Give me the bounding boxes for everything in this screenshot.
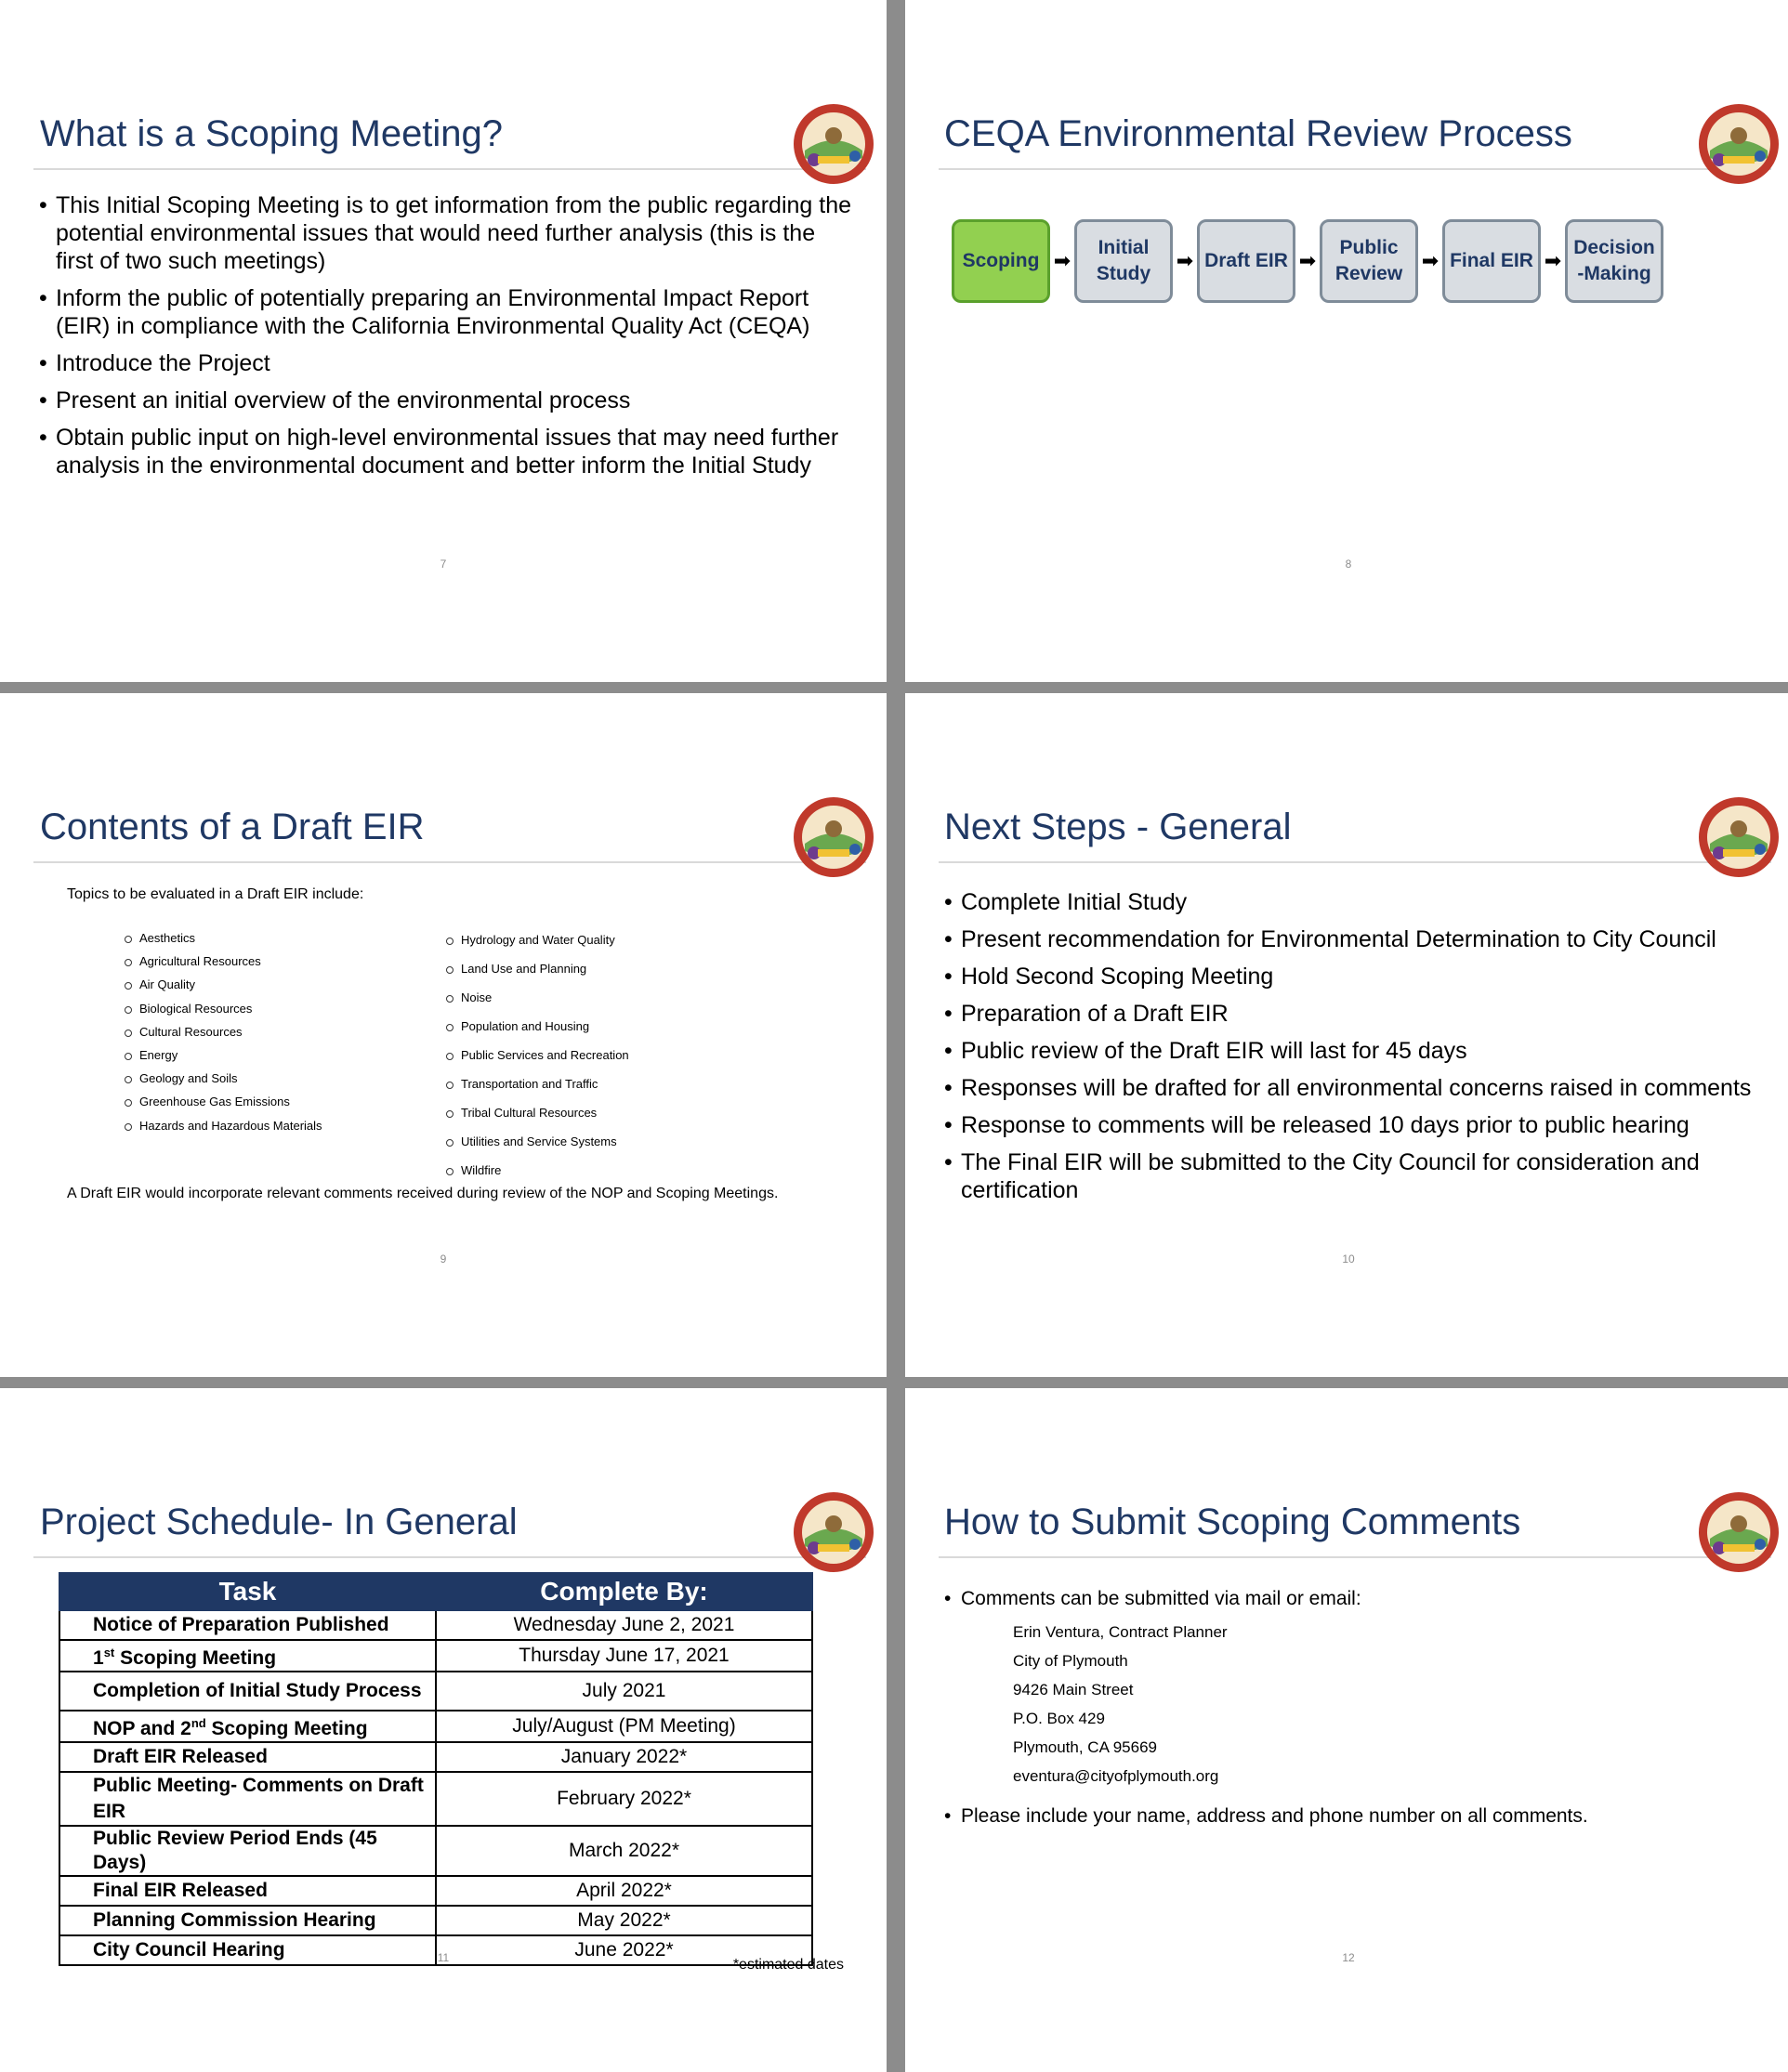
address-line: 9426 Main Street	[1013, 1681, 1134, 1698]
right-arrow-icon: ➡	[1298, 249, 1317, 272]
date-cell: January 2022*	[436, 1742, 812, 1772]
list-item: • Complete Initial Study	[944, 888, 1771, 916]
slide-title: Project Schedule- In General	[40, 1502, 518, 1542]
list-item: Wildfire	[444, 1161, 629, 1190]
city-seal-icon	[792, 102, 875, 186]
step-final-eir: Final EIR	[1442, 219, 1541, 303]
page-number: 12	[1342, 1951, 1355, 1964]
right-arrow-icon: ➡	[1544, 249, 1562, 272]
task-cell: Completion of Initial Study Process	[59, 1672, 436, 1711]
date-cell: May 2022*	[436, 1906, 812, 1935]
address-line: City of Plymouth	[1013, 1652, 1128, 1670]
list-item: • This Initial Scoping Meeting is to get information from the public regarding the potential environmental issues that would need further analysis (this is the first of two such meetings)	[39, 191, 857, 275]
task-text: 1	[93, 1647, 104, 1669]
task-cell	[59, 1711, 436, 1742]
topics-intro: Topics to be evaluated in a Draft EIR include:	[67, 886, 364, 902]
list-item: Transportation and Traffic	[444, 1075, 629, 1104]
list-item: • Public review of the Draft EIR will last for 45 days	[944, 1037, 1771, 1065]
address-line: P.O. Box 429	[1013, 1710, 1105, 1727]
list-item: • Comments can be submitted via mail or email:	[944, 1585, 1762, 1613]
title-divider	[33, 1556, 866, 1558]
task-cell	[59, 1640, 436, 1672]
bullet-list	[944, 1585, 1762, 1622]
city-seal-icon	[1697, 102, 1781, 186]
list-item: • Responses will be drafted for all environmental concerns raised in comments	[944, 1074, 1771, 1102]
list-item: • Please include your name, address and phone number on all comments.	[944, 1803, 1762, 1830]
task-cell: Planning Commission Hearing	[59, 1906, 436, 1935]
topics-outro: A Draft EIR would incorporate relevant comments received during review of the NOP and Scoping Meetings.	[67, 1186, 779, 1201]
address-line: Plymouth, CA 95669	[1013, 1738, 1157, 1756]
list-item: • Present an initial overview of the environmental process	[39, 387, 857, 414]
mailing-address	[1013, 1622, 1228, 1795]
step-draft-eir: Draft EIR	[1197, 219, 1295, 303]
date-cell: Thursday June 17, 2021	[436, 1640, 812, 1672]
task-cell: Draft EIR Released	[59, 1742, 436, 1772]
slide-7	[0, 0, 887, 682]
estimated-dates-note: *estimated dates	[732, 1957, 844, 1973]
title-divider	[939, 168, 1771, 170]
email-address: eventura@cityofplymouth.org	[1013, 1767, 1219, 1785]
list-item: • Inform the public of potentially preparing an Environmental Impact Report (EIR) in compliance with the California Environmental Quality Act (CEQA)	[39, 284, 857, 340]
topics-list-right	[444, 931, 629, 1190]
list-item: Air Quality	[123, 976, 322, 999]
task-text: Scoping Meeting	[114, 1647, 277, 1669]
bullet-list	[944, 1803, 1762, 1840]
address-line: Erin Ventura, Contract Planner	[1013, 1623, 1228, 1641]
table-row	[59, 1711, 812, 1742]
slide-title: CEQA Environmental Review Process	[944, 113, 1572, 154]
city-seal-icon	[792, 1490, 875, 1574]
right-arrow-icon: ➡	[1176, 249, 1194, 272]
table-row	[59, 1876, 812, 1906]
topics-list-left	[123, 929, 322, 1140]
table-row	[59, 1742, 812, 1772]
step-scoping: Scoping	[952, 219, 1050, 303]
date-cell: June 2022*	[436, 1935, 812, 1965]
slide-title: How to Submit Scoping Comments	[944, 1502, 1521, 1542]
list-item: • Obtain public input on high-level environmental issues that may need further analysis in the environmental document and better inform the Initial Study	[39, 424, 857, 479]
process-flow	[952, 219, 1663, 303]
list-item: Noise	[444, 989, 629, 1017]
list-item: Energy	[123, 1046, 322, 1069]
list-item: Tribal Cultural Resources	[444, 1104, 629, 1133]
bullet-list	[39, 191, 857, 489]
list-item: • Preparation of a Draft EIR	[944, 1000, 1771, 1028]
city-seal-icon	[792, 795, 875, 879]
step-decision-making: Decision -Making	[1565, 219, 1663, 303]
date-cell: February 2022*	[436, 1772, 812, 1826]
column-header-complete-by: Complete By:	[436, 1573, 812, 1610]
slide-title: Contents of a Draft EIR	[40, 807, 425, 847]
slide-title: What is a Scoping Meeting?	[40, 113, 504, 154]
list-item: Hydrology and Water Quality	[444, 931, 629, 960]
list-item: Utilities and Service Systems	[444, 1133, 629, 1161]
title-divider	[33, 168, 866, 170]
slide-10	[905, 693, 1788, 1377]
slide-12	[905, 1388, 1788, 2072]
date-cell: July 2021	[436, 1672, 812, 1711]
list-item: • Present recommendation for Environmental Determination to City Council	[944, 925, 1771, 953]
date-cell: Wednesday June 2, 2021	[436, 1610, 812, 1640]
slide-11	[0, 1388, 887, 2072]
page-number: 11	[437, 1951, 450, 1964]
column-header-task: Task	[59, 1573, 436, 1610]
task-cell: Public Meeting- Comments on Draft EIR	[59, 1772, 436, 1826]
list-item: • Introduce the Project	[39, 349, 857, 377]
task-cell: Notice of Preparation Published	[59, 1610, 436, 1640]
task-text: Scoping Meeting	[205, 1718, 368, 1739]
bullet-list	[944, 888, 1771, 1213]
list-item: Biological Resources	[123, 1000, 322, 1023]
city-seal-icon	[1697, 795, 1781, 879]
table-row	[59, 1672, 812, 1711]
list-item: Population and Housing	[444, 1017, 629, 1046]
list-item: • Hold Second Scoping Meeting	[944, 963, 1771, 990]
page-number: 7	[440, 557, 447, 570]
list-item: • The Final EIR will be submitted to the City Council for consideration and certification	[944, 1148, 1771, 1204]
task-cell: Public Review Period Ends (45 Days)	[59, 1826, 436, 1876]
right-arrow-icon: ➡	[1053, 249, 1071, 272]
city-seal-icon	[1697, 1490, 1781, 1574]
list-item: Hazards and Hazardous Materials	[123, 1117, 322, 1140]
slide-9	[0, 693, 887, 1377]
ordinal-suffix: st	[103, 1646, 115, 1659]
task-cell: Final EIR Released	[59, 1876, 436, 1906]
table-row	[59, 1610, 812, 1640]
list-item: Public Services and Recreation	[444, 1046, 629, 1075]
table-row	[59, 1640, 812, 1672]
list-item: Aesthetics	[123, 929, 322, 952]
task-cell: City Council Hearing	[59, 1935, 436, 1965]
page-number: 10	[1342, 1252, 1355, 1265]
step-public-review: Public Review	[1320, 219, 1418, 303]
list-item: • Response to comments will be released 10 days prior to public hearing	[944, 1111, 1771, 1139]
task-text: NOP and 2	[93, 1718, 191, 1739]
list-item: Greenhouse Gas Emissions	[123, 1093, 322, 1116]
step-initial-study: Initial Study	[1074, 219, 1173, 303]
list-item: Agricultural Resources	[123, 952, 322, 976]
page-number: 8	[1345, 557, 1352, 570]
table-row	[59, 1826, 812, 1876]
list-item: Cultural Resources	[123, 1023, 322, 1046]
table-row	[59, 1906, 812, 1935]
page-number: 9	[440, 1252, 447, 1265]
slide-8	[905, 0, 1788, 682]
table-header-row	[59, 1573, 812, 1610]
right-arrow-icon: ➡	[1421, 249, 1440, 272]
date-cell: March 2022*	[436, 1826, 812, 1876]
list-item: Land Use and Planning	[444, 960, 629, 989]
slide-title: Next Steps - General	[944, 807, 1292, 847]
date-cell: April 2022*	[436, 1876, 812, 1906]
title-divider	[939, 861, 1771, 863]
title-divider	[33, 861, 866, 863]
ordinal-suffix: nd	[191, 1716, 206, 1730]
title-divider	[939, 1556, 1771, 1558]
table-row	[59, 1772, 812, 1826]
date-cell: July/August (PM Meeting)	[436, 1711, 812, 1742]
schedule-table	[59, 1572, 813, 1966]
list-item: Geology and Soils	[123, 1069, 322, 1093]
